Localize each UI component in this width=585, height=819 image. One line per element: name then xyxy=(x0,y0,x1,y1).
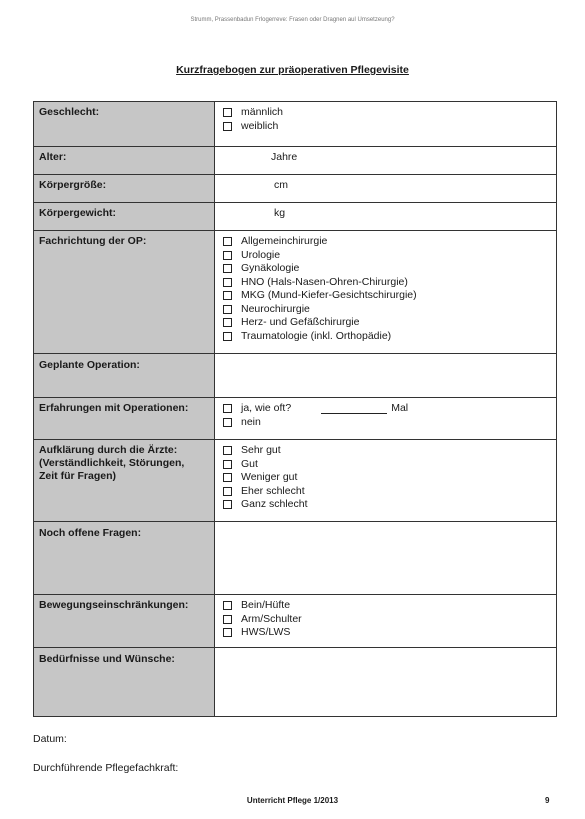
beduerfnisse-label: Bedürfnisse und Wünsche: xyxy=(39,653,175,665)
option-label: Urologie xyxy=(241,248,281,261)
row-bewegungseinschraenkungen xyxy=(34,594,556,648)
row-beduerfnisse xyxy=(34,647,556,717)
option-label: Eher schlecht xyxy=(241,484,305,497)
checkbox[interactable] xyxy=(223,404,232,413)
option-arm-schulter[interactable] xyxy=(223,613,552,627)
option-weniger-gut[interactable] xyxy=(223,471,552,485)
option-hno[interactable] xyxy=(223,276,552,290)
option-urologie[interactable] xyxy=(223,249,552,263)
row-geplante-operation xyxy=(34,353,556,398)
checkbox[interactable] xyxy=(223,628,232,637)
option-mkg[interactable] xyxy=(223,289,552,303)
option-label: Gut xyxy=(241,457,258,470)
koerpergroesse-label: Körpergröße: xyxy=(39,179,107,191)
checkbox[interactable] xyxy=(223,601,232,610)
offene-fragen-label: Noch offene Fragen: xyxy=(39,527,142,539)
option-eher-schlecht[interactable] xyxy=(223,485,552,499)
geschlecht-label: Geschlecht: xyxy=(39,106,100,118)
publication-footer: Unterricht Pflege 1/2013 xyxy=(246,796,339,805)
row-fachrichtung xyxy=(34,230,556,354)
checkbox[interactable] xyxy=(223,446,232,455)
option-label: Neurochirurgie xyxy=(241,302,310,315)
option-ganz-schlecht[interactable] xyxy=(223,498,552,512)
option-label: weiblich xyxy=(241,119,279,132)
row-geschlecht xyxy=(34,102,556,146)
pflegefachkraft-field[interactable]: Durchführende Pflegefachkraft: xyxy=(33,762,179,774)
option-label: nein xyxy=(241,415,261,428)
option-maennlich[interactable] xyxy=(223,106,552,120)
option-weiblich[interactable] xyxy=(223,120,552,134)
checkbox[interactable] xyxy=(223,264,232,273)
mal-label: Mal xyxy=(391,402,409,414)
option-label: Weniger gut xyxy=(241,471,298,483)
option-label: Allgemeinchirurgie xyxy=(241,235,328,247)
erfahrungen-label: Erfahrungen mit Operationen: xyxy=(39,402,189,414)
option-neurochirurgie[interactable] xyxy=(223,303,552,317)
alter-unit: Jahre xyxy=(271,151,298,163)
option-label: männlich xyxy=(241,106,284,118)
groesse-unit: cm xyxy=(274,179,288,191)
option-label: Sehr gut xyxy=(241,444,281,456)
option-sehr-gut[interactable] xyxy=(223,444,552,458)
alter-label: Alter: xyxy=(39,151,67,163)
option-label: Herz- und Gefäßchirurgie xyxy=(241,316,360,328)
geplante-operation-label: Geplante Operation: xyxy=(39,359,140,371)
bewegung-label: Bewegungseinschränkungen: xyxy=(39,599,189,611)
option-label: Bein/Hüfte xyxy=(241,599,291,611)
aufklaerung-label: Aufklärung durch die Ärzte: (Verständlichkeit, Störungen, Zeit für Fragen) xyxy=(39,444,185,482)
count-blank-line[interactable] xyxy=(321,403,387,414)
option-bein-huefte[interactable] xyxy=(223,599,552,613)
option-label: HNO (Hals-Nasen-Ohren-Chirurgie) xyxy=(241,275,408,288)
option-label: Traumatologie (inkl. Orthopädie) xyxy=(241,329,392,342)
checkbox[interactable] xyxy=(223,108,232,117)
option-allgemeinchirurgie[interactable] xyxy=(223,235,552,249)
option-label: HWS/LWS xyxy=(241,626,291,638)
checkbox[interactable] xyxy=(223,291,232,300)
row-koerpergroesse xyxy=(34,174,556,203)
checkbox[interactable] xyxy=(223,237,232,246)
option-label: ja, wie oft? xyxy=(241,402,292,414)
checkbox[interactable] xyxy=(223,305,232,314)
row-alter xyxy=(34,146,556,175)
checkbox[interactable] xyxy=(223,318,232,327)
gewicht-unit: kg xyxy=(274,207,286,219)
checkbox[interactable] xyxy=(223,460,232,469)
fachrichtung-label: Fachrichtung der OP: xyxy=(39,235,147,247)
checkbox[interactable] xyxy=(223,500,232,509)
option-herz-gefaess[interactable] xyxy=(223,316,552,330)
option-label: MKG (Mund-Kiefer-Gesichtschirurgie) xyxy=(241,289,417,301)
row-koerpergewicht xyxy=(34,202,556,231)
page-number: 9 xyxy=(545,796,550,805)
checkbox[interactable] xyxy=(223,122,232,131)
datum-field[interactable]: Datum: xyxy=(33,733,67,745)
checkbox[interactable] xyxy=(223,473,232,482)
option-label: Ganz schlecht xyxy=(241,498,308,510)
option-hws-lws[interactable] xyxy=(223,626,552,640)
row-aufklaerung xyxy=(34,439,556,522)
checkbox[interactable] xyxy=(223,278,232,287)
checkbox[interactable] xyxy=(223,615,232,624)
checkbox[interactable] xyxy=(223,418,232,427)
header-note: Strumm, Prassenbadun Frlogerreve: Frasen oder Dragnen aul Umsetzeung? xyxy=(190,17,395,23)
option-traumatologie[interactable] xyxy=(223,330,552,344)
row-offene-fragen xyxy=(34,521,556,595)
checkbox[interactable] xyxy=(223,487,232,496)
checkbox[interactable] xyxy=(223,251,232,260)
option-gynaekologie[interactable] xyxy=(223,262,552,276)
document-title: Kurzfragebogen zur präoperativen Pflegevisite xyxy=(176,64,409,76)
option-gut[interactable] xyxy=(223,458,552,472)
checkbox[interactable] xyxy=(223,332,232,341)
questionnaire-table xyxy=(33,101,557,717)
option-nein[interactable] xyxy=(223,416,552,430)
row-erfahrungen xyxy=(34,397,556,440)
option-label: Arm/Schulter xyxy=(241,612,302,625)
koerpergewicht-label: Körpergewicht: xyxy=(39,207,117,219)
option-ja[interactable] xyxy=(223,402,552,416)
option-label: Gynäkologie xyxy=(241,262,300,274)
